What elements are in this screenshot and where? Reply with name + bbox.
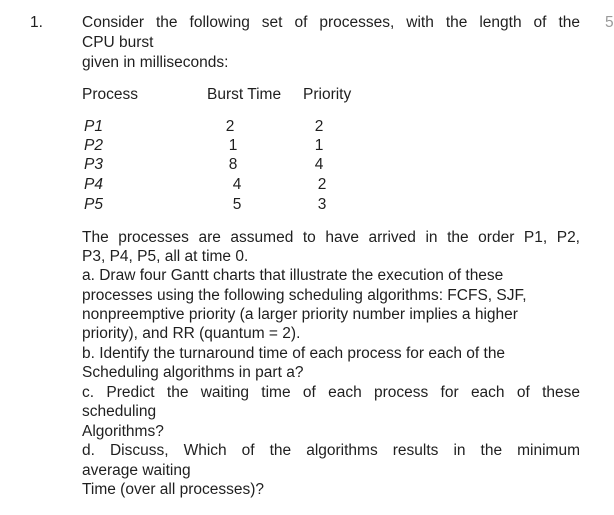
part-a-line-4: priority), and RR (quantum = 2). [82,325,301,342]
priority: 3 [317,196,327,213]
process-name: P1 [84,118,103,135]
burst-time: 8 [228,156,238,173]
header-burst-time: Burst Time [207,86,282,103]
part-b-line-1: b. Identify the turnaround time of each process for each of the [82,345,506,362]
priority: 4 [314,156,324,173]
part-a-line-2: processes using the following scheduling algorithms: FCFS, SJF, [82,287,527,304]
burst-time: 2 [225,118,235,135]
part-c-line-3: Algorithms? [82,423,164,440]
process-name: P4 [84,176,103,193]
burst-time: 1 [228,137,238,154]
priority: 1 [314,137,324,154]
process-name: P5 [84,196,103,213]
part-c-line-2: scheduling [82,403,157,420]
part-d-line-1: d. Discuss, Which of the algorithms results in the minimum [82,442,580,459]
burst-time: 5 [232,196,242,213]
burst-time: 4 [232,176,242,193]
header-priority: Priority [303,86,352,103]
part-a-line-1: a. Draw four Gantt charts that illustrate the execution of these [82,267,504,284]
part-d-line-3: Time (over all processes)? [82,481,265,498]
header-process: Process [82,86,138,103]
priority: 2 [314,118,324,135]
intro-line-1: Consider the following set of processes, with the length of the [82,14,580,31]
process-name: P3 [84,156,103,173]
intro-line-2: CPU burst [82,34,154,51]
part-a-line-3: nonpreemptive priority (a larger priority number implies a higher [82,306,518,323]
part-d-line-2: average waiting [82,462,191,479]
part-b-line-2: Scheduling algorithms in part a? [82,364,304,381]
arrival-line-2: P3, P4, P5, all at time 0. [82,248,249,265]
question-number: 1. [30,14,43,31]
part-c-line-1: c. Predict the waiting time of each process for each of these [82,384,580,401]
priority: 2 [317,176,327,193]
edge-glyph: 5 [605,14,614,31]
process-name: P2 [84,137,103,154]
intro-line-3: given in milliseconds: [82,54,229,71]
arrival-line-1: The processes are assumed to have arrived in the order P1, P2, [82,229,580,246]
